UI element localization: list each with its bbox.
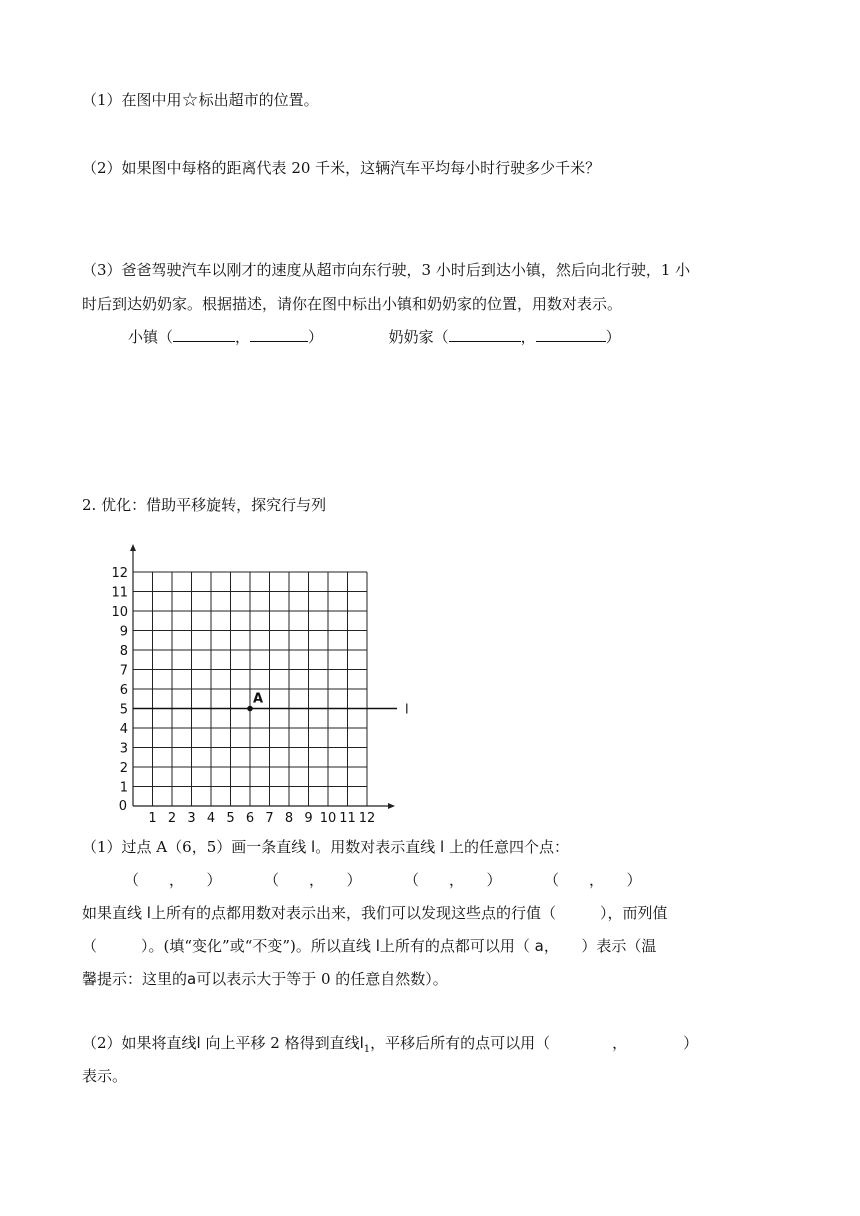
text: 上的任意四个点：: [448, 838, 569, 856]
comma: ，: [235, 328, 251, 346]
y-tick-label: 1: [119, 780, 128, 796]
x-tick-label: 9: [304, 811, 313, 825]
q1-part1-text: （1）在图中用: [82, 91, 182, 109]
text: （2）如果将直线: [82, 1034, 197, 1052]
coordinate-grid: [100, 535, 420, 825]
y-tick-label: 8: [119, 644, 128, 659]
y-tick-label: 7: [119, 663, 128, 679]
x-tick-label: 2: [167, 811, 177, 825]
text: 上所有的点都用数对表示出来，我们可以发现这些点的行值（: [150, 904, 556, 922]
y-tick-label: 6: [119, 683, 128, 698]
text: 馨提示：这里的: [82, 970, 188, 988]
line-l-symbol: l: [146, 904, 151, 922]
x-tick-label: 4: [206, 811, 216, 825]
q1-part1: [82, 89, 319, 111]
town-y-blank[interactable]: [250, 327, 308, 342]
grandma-y-blank[interactable]: [536, 327, 606, 342]
town-label: 小镇（: [128, 328, 174, 346]
y-tick-label: 3: [119, 741, 128, 757]
text: 向上平移 2 格得到直线: [205, 1034, 360, 1052]
grid-lines: [133, 572, 367, 806]
x-tick-label: 10: [319, 811, 337, 825]
q2-title: 2. 优化：借助平移旋转，探究行与列: [82, 496, 327, 514]
comma: ，: [520, 328, 536, 346]
x-tick-label: 7: [265, 811, 274, 825]
q2-part2-line1: [82, 1032, 698, 1061]
y-tick-label: 5: [119, 702, 128, 718]
comma: ，: [612, 1034, 628, 1052]
y-tick-label: 10: [111, 605, 128, 620]
y-tick-label: 12: [111, 566, 128, 581]
x-tick-label: 12: [358, 811, 376, 825]
x-tick-label: 3: [187, 811, 196, 825]
point-pair-blank[interactable]: （ ， ）: [264, 871, 362, 889]
origin-label: 0: [118, 799, 127, 814]
line-l-label: l: [405, 702, 409, 718]
y-tick-label: 2: [119, 761, 128, 776]
star-outline-icon: ☆: [181, 89, 199, 111]
text: 。用数对表示直线: [315, 838, 436, 856]
variable-a-symbol: a: [187, 970, 197, 988]
text: 如果直线: [82, 904, 143, 922]
line-l1-subscript: 1: [363, 1044, 371, 1055]
line-l-symbol: l: [196, 1034, 201, 1052]
q2-part2-line2: 表示。: [82, 1067, 128, 1085]
text: ）。(填“变化”或“不变”)。所以直线: [141, 937, 371, 955]
q2-part1-line5: [82, 968, 448, 990]
text: （: [82, 937, 98, 955]
y-tick-label: 9: [119, 624, 128, 640]
x-tick-label: 5: [226, 811, 235, 825]
y-tick-label: 11: [111, 585, 128, 601]
x-axis-arrow: [388, 803, 395, 809]
x-tick-label: 1: [148, 811, 157, 825]
q1-part3-line1: （3）爸爸驾驶汽车以刚才的速度从超市向东行驶，3 小时后到达小镇，然后向北行驶，1 小: [82, 261, 691, 279]
close-paren: ）: [308, 328, 324, 346]
x-tick-label: 8: [284, 811, 294, 825]
text: ， ）表示（温: [543, 937, 657, 955]
text: 可以表示大于等于 0 的任意自然数）。: [196, 970, 448, 988]
close-paren: ）: [605, 328, 621, 346]
town-x-blank[interactable]: [173, 327, 235, 342]
point-pair-blank[interactable]: （ ， ）: [544, 871, 642, 889]
q2-part1-line4: [82, 935, 656, 957]
four-points-row: [124, 869, 684, 891]
q2-part1-line3: [82, 902, 668, 924]
text: ），而列值: [599, 904, 668, 922]
q1-part2: （2）如果图中每格的距离代表 20 千米，这辆汽车平均每小时行驶多少千米？: [82, 159, 601, 177]
point-pair-blank[interactable]: （ ， ）: [404, 871, 502, 889]
grandma-x-blank[interactable]: [449, 327, 521, 342]
axes: [130, 544, 395, 809]
q2-part1-line1: [82, 836, 569, 858]
text: （1）过点 A（6，5）画一条直线: [82, 838, 307, 856]
q1-part3-line2: 时后到达奶奶家。根据描述，请你在图中标出小镇和奶奶家的位置，用数对表示。: [82, 295, 623, 313]
y-axis-arrow: [130, 544, 136, 551]
text: ，平移后所有的点可以用（: [370, 1034, 551, 1052]
line-l1-symbol: l: [359, 1034, 364, 1052]
variable-a-symbol: a: [534, 937, 544, 955]
point-a-label: A: [253, 691, 264, 707]
x-tick-label: 6: [245, 811, 255, 825]
x-tick-label: 11: [339, 811, 356, 825]
q1-part1-text-end: 标出超市的位置。: [198, 91, 319, 109]
point-pair-blank[interactable]: （ ， ）: [124, 871, 222, 889]
line-l-symbol: l: [311, 838, 316, 856]
line-l-symbol: l: [375, 937, 380, 955]
text: 上所有的点都可以用（: [379, 937, 530, 955]
y-tick-label: 4: [119, 722, 128, 737]
q1-answer-row: [128, 326, 621, 348]
point-a: [247, 706, 253, 712]
close-paren: ）: [683, 1034, 699, 1052]
grandma-label: 奶奶家（: [388, 328, 449, 346]
line-l-symbol: l: [439, 838, 445, 856]
